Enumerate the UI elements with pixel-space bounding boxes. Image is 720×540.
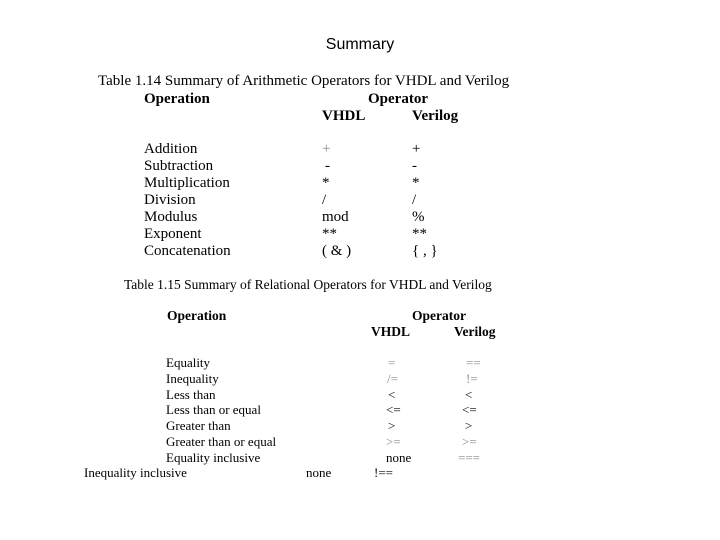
table2-operator-header: Operator — [412, 308, 466, 323]
operation-name: Addition — [144, 141, 198, 157]
vhdl-operator: + — [322, 141, 331, 157]
operation-name: Division — [144, 192, 196, 208]
verilog-operator: <= — [462, 402, 477, 417]
operation-name: Inequality inclusive — [84, 465, 187, 480]
vhdl-operator: none — [386, 450, 412, 465]
vhdl-operator: ** — [322, 226, 337, 242]
verilog-operator: !== — [374, 465, 393, 480]
vhdl-operator: ( & ) — [322, 243, 352, 259]
vhdl-operator: * — [322, 175, 330, 191]
operation-name: Equality inclusive — [166, 450, 261, 465]
vhdl-operator: / — [322, 192, 327, 208]
operation-name: Modulus — [144, 209, 198, 225]
verilog-operator: < — [465, 387, 473, 402]
slide-title: Summary — [325, 36, 395, 53]
verilog-operator: === — [458, 450, 480, 465]
vhdl-operator: - — [325, 158, 330, 174]
verilog-operator: * — [412, 175, 420, 191]
verilog-operator: / — [412, 192, 417, 208]
verilog-operator: ** — [412, 226, 427, 242]
table1-operation-header: Operation — [144, 91, 210, 107]
operation-name: Multiplication — [144, 175, 230, 191]
verilog-operator: - — [412, 158, 417, 174]
vhdl-operator: > — [388, 418, 396, 433]
verilog-operator: >= — [462, 434, 477, 449]
operation-name: Inequality — [166, 371, 219, 386]
vhdl-operator: < — [388, 387, 396, 402]
operation-name: Less than — [166, 387, 216, 402]
table2-caption: Table 1.15 Summary of Relational Operators for VHDL and Verilog — [124, 277, 492, 292]
operation-name: Greater than or equal — [166, 434, 277, 449]
table1-caption: Table 1.14 Summary of Arithmetic Operators for VHDL and Verilog — [98, 73, 510, 89]
operation-name: Concatenation — [144, 243, 231, 259]
table2-operation-header: Operation — [167, 308, 227, 323]
operation-name: Subtraction — [144, 158, 214, 174]
operation-name: Equality — [166, 355, 211, 370]
table2-verilog-header: Verilog — [454, 324, 496, 339]
verilog-operator: % — [412, 209, 425, 225]
vhdl-operator: >= — [386, 434, 401, 449]
operation-name: Less than or equal — [166, 402, 261, 417]
table2-vhdl-header: VHDL — [371, 324, 411, 339]
table1-verilog-header: Verilog — [412, 108, 459, 124]
vhdl-operator: <= — [386, 402, 401, 417]
verilog-operator: == — [466, 355, 481, 370]
table1-vhdl-header: VHDL — [322, 108, 366, 124]
operation-name: Exponent — [144, 226, 202, 242]
verilog-operator: { , } — [412, 243, 438, 259]
table1-operator-header: Operator — [368, 91, 428, 107]
verilog-operator: > — [465, 418, 473, 433]
verilog-operator: + — [412, 141, 421, 157]
vhdl-operator: none — [306, 465, 332, 480]
vhdl-operator: = — [388, 355, 396, 370]
operation-name: Greater than — [166, 418, 231, 433]
verilog-operator: != — [466, 371, 478, 386]
vhdl-operator: mod — [322, 209, 349, 225]
vhdl-operator: /= — [387, 371, 398, 386]
